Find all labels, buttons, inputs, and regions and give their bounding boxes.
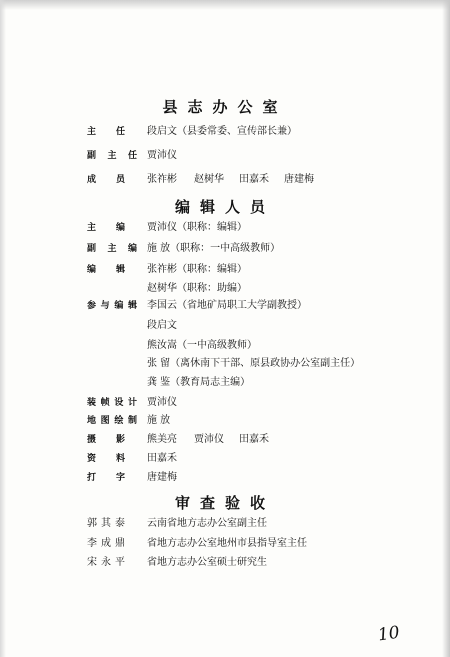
photographer-name: 熊美亮 bbox=[147, 434, 177, 445]
photographer-name: 贾沛仪 bbox=[194, 434, 224, 445]
role-char: 宋 bbox=[87, 557, 97, 568]
role-char: 编 bbox=[115, 223, 125, 233]
role-value: 龚 鉴（教育局志主编） bbox=[147, 377, 251, 388]
role-char: 设 bbox=[114, 398, 124, 408]
role-char: 计 bbox=[127, 398, 137, 408]
role-value: 段启文 bbox=[147, 320, 177, 331]
role-char: 鼎 bbox=[115, 538, 125, 549]
role-value: 贾沛仪 bbox=[147, 150, 177, 161]
role-char: 平 bbox=[115, 557, 125, 568]
role-label bbox=[87, 300, 137, 312]
role-value: 贾沛仪 bbox=[147, 397, 177, 408]
role-char: 主 bbox=[107, 151, 117, 161]
role-char: 主 bbox=[87, 127, 97, 137]
role-char: 打 bbox=[87, 473, 97, 483]
role-label bbox=[87, 472, 125, 484]
role-value: 段启文（县委常委、宣传部长兼） bbox=[147, 126, 297, 137]
office-heading: 县志办公室 bbox=[162, 98, 288, 116]
role-char: 图 bbox=[100, 416, 110, 426]
member-name: 田嘉禾 bbox=[239, 174, 269, 185]
role-value: 赵树华（职称：助编） bbox=[147, 283, 247, 294]
role-char: 编 bbox=[114, 301, 124, 311]
role-char: 摄 bbox=[87, 435, 97, 445]
role-label bbox=[87, 126, 125, 138]
role-label bbox=[87, 434, 125, 446]
role-char: 地 bbox=[87, 416, 97, 426]
role-value: 唐建梅 bbox=[147, 472, 177, 483]
role-char: 料 bbox=[115, 454, 125, 464]
role-label bbox=[87, 222, 125, 234]
role-value: 李国云（省地矿局职工大学副教授） bbox=[147, 300, 307, 311]
role-char: 制 bbox=[127, 416, 137, 426]
role-char: 员 bbox=[115, 175, 125, 185]
role-value: 张 留（离休南下干部、原县政协办公室副主任） bbox=[147, 358, 361, 369]
role-char: 编 bbox=[87, 265, 97, 275]
role-char: 辑 bbox=[115, 265, 125, 275]
role-label bbox=[87, 397, 137, 409]
role-char: 其 bbox=[101, 518, 111, 529]
role-char: 成 bbox=[87, 175, 97, 185]
page-number: 10 bbox=[376, 622, 401, 646]
role-char: 主 bbox=[107, 244, 117, 254]
role-char: 副 bbox=[87, 151, 97, 161]
role-char: 郭 bbox=[87, 518, 97, 529]
reviewer-position: 省地方志办公室地州市县指导室主任 bbox=[147, 538, 307, 549]
role-char: 帧 bbox=[100, 398, 110, 408]
member-name: 唐建梅 bbox=[284, 174, 314, 185]
role-char: 编 bbox=[127, 244, 137, 254]
role-char: 字 bbox=[115, 473, 125, 483]
role-label bbox=[87, 243, 137, 255]
role-char: 主 bbox=[87, 223, 97, 233]
role-char: 参 bbox=[87, 301, 97, 311]
role-value: 贾沛仪（职称：编辑） bbox=[147, 222, 247, 233]
role-label bbox=[87, 415, 137, 427]
role-char: 任 bbox=[115, 127, 125, 137]
role-value: 田嘉禾 bbox=[147, 453, 177, 464]
role-char: 绘 bbox=[114, 416, 124, 426]
role-char: 与 bbox=[100, 301, 110, 311]
role-char: 资 bbox=[87, 454, 97, 464]
reviewer-name bbox=[87, 538, 125, 550]
scan-shadow-top bbox=[0, 0, 450, 10]
role-char: 影 bbox=[115, 435, 125, 445]
member-name: 张祚彬 bbox=[147, 174, 177, 185]
role-value: 施 放（职称：一中高级教师） bbox=[147, 243, 281, 254]
reviewer-position: 云南省地方志办公室副主任 bbox=[147, 518, 267, 529]
role-value: 施 放 bbox=[147, 415, 171, 426]
role-char: 副 bbox=[87, 244, 97, 254]
role-label bbox=[87, 264, 125, 276]
role-char: 辑 bbox=[127, 301, 137, 311]
role-value: 张祚彬（职称：编辑） bbox=[147, 264, 247, 275]
role-char: 永 bbox=[101, 557, 111, 568]
role-char: 泰 bbox=[115, 518, 125, 529]
member-name: 赵树华 bbox=[194, 174, 224, 185]
role-char: 装 bbox=[87, 398, 97, 408]
role-char: 任 bbox=[127, 151, 137, 161]
role-label bbox=[87, 453, 125, 465]
role-char: 李 bbox=[87, 538, 97, 549]
review-heading: 审查验收 bbox=[174, 494, 275, 512]
role-value: 熊汝嵩（一中高级教师） bbox=[147, 340, 257, 351]
role-char: 成 bbox=[101, 538, 111, 549]
reviewer-name bbox=[87, 518, 125, 530]
reviewer-position: 省地方志办公室硕士研究生 bbox=[147, 557, 267, 568]
reviewer-name bbox=[87, 557, 125, 569]
editors-heading: 编辑人员 bbox=[174, 198, 275, 216]
role-label bbox=[87, 174, 125, 186]
photographer-name: 田嘉禾 bbox=[239, 434, 269, 445]
role-label bbox=[87, 150, 137, 162]
